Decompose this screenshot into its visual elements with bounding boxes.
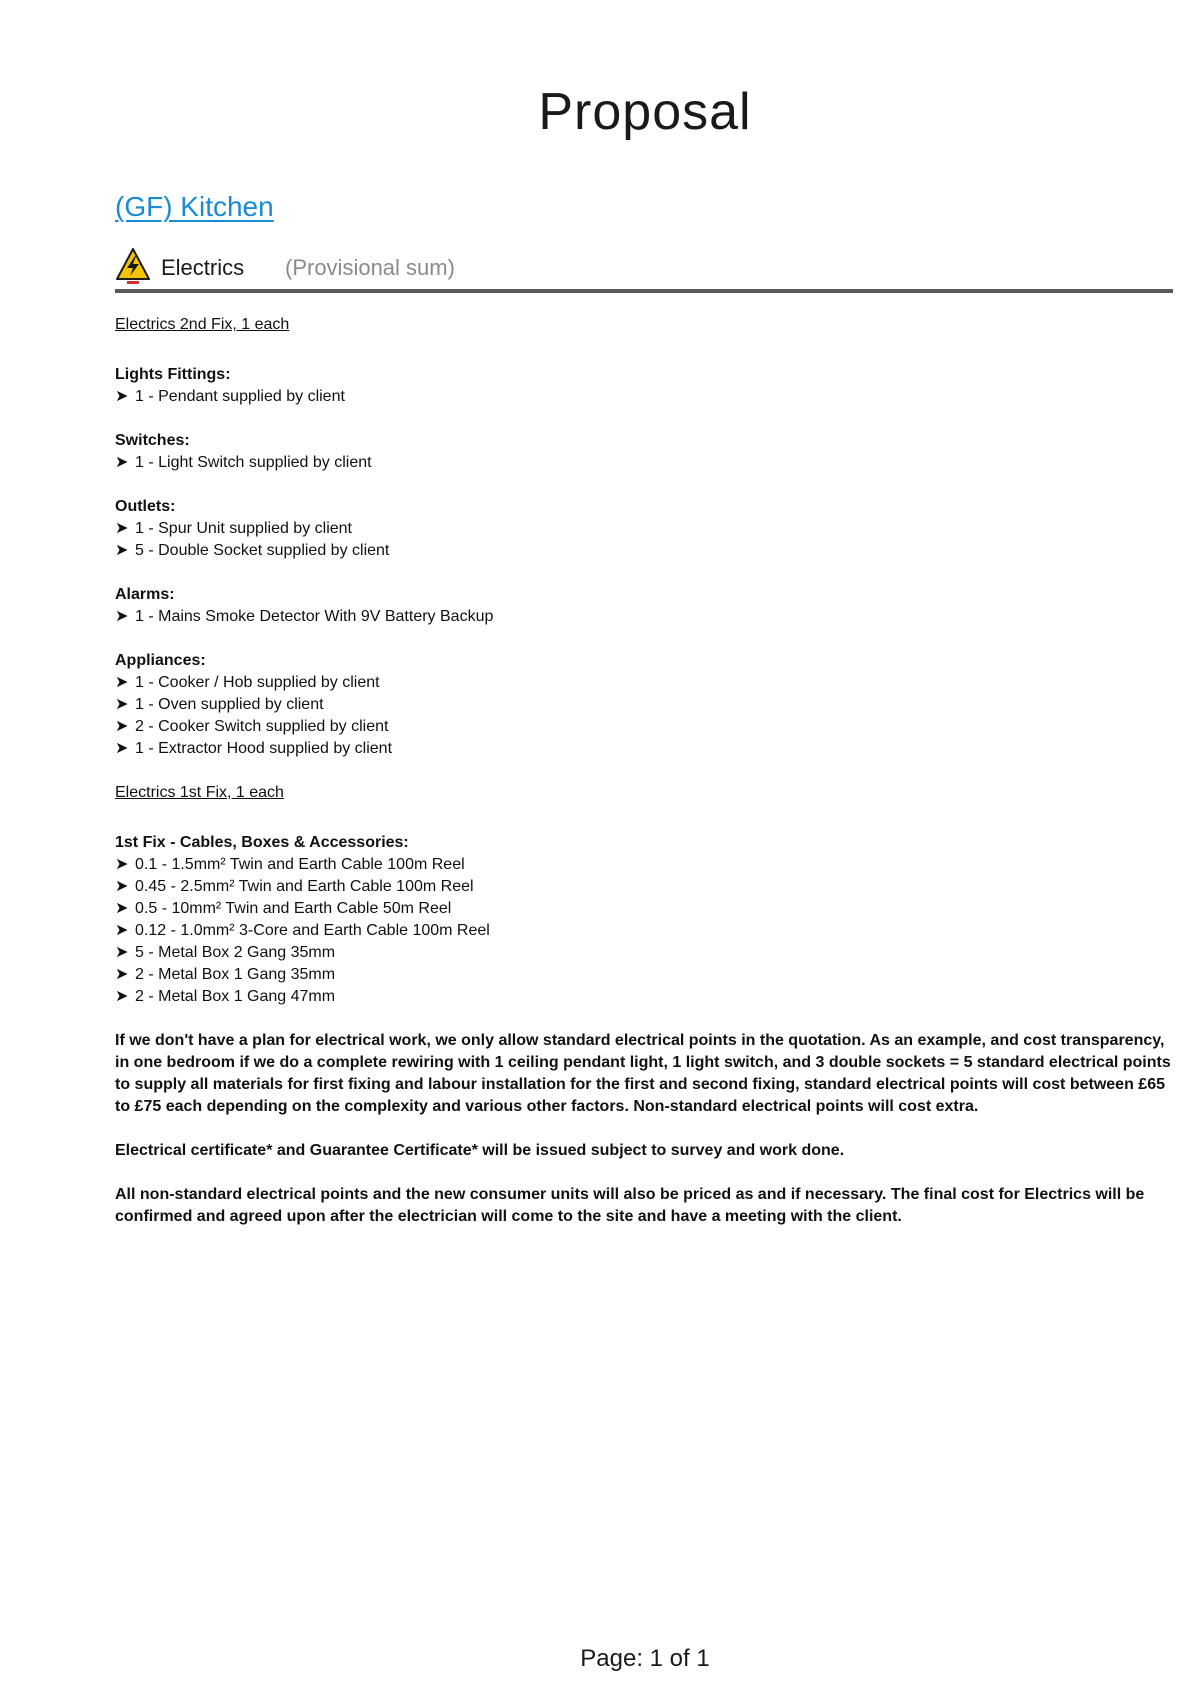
list-item	[115, 920, 1175, 942]
item-text: 2 - Cooker Switch supplied by client	[135, 718, 389, 735]
bullet-arrow-icon: ➤	[115, 608, 129, 625]
category-header	[115, 247, 1173, 293]
document-body	[115, 314, 1175, 1250]
bullet-arrow-icon: ➤	[115, 718, 129, 735]
bullet-arrow-icon: ➤	[115, 878, 129, 895]
bullet-arrow-icon: ➤	[115, 696, 129, 713]
warning-triangle-icon	[115, 247, 151, 287]
bullet-arrow-icon: ➤	[115, 988, 129, 1005]
list-item	[115, 452, 1175, 474]
group-title: Switches:	[115, 432, 190, 449]
bullet-arrow-icon: ➤	[115, 856, 129, 873]
item-text: 5 - Metal Box 2 Gang 35mm	[135, 944, 336, 961]
bullet-arrow-icon: ➤	[115, 542, 129, 559]
second-fix-heading: Electrics 2nd Fix, 1 each	[115, 316, 290, 333]
list-item	[115, 738, 1175, 760]
list-item	[115, 540, 1175, 562]
item-group	[115, 364, 1175, 408]
bullet-arrow-icon: ➤	[115, 674, 129, 691]
item-text: 0.1 - 1.5mm² Twin and Earth Cable 100m Reel	[135, 856, 465, 873]
item-group	[115, 650, 1175, 760]
item-text: 1 - Cooker / Hob supplied by client	[135, 674, 380, 691]
item-text: 1 - Spur Unit supplied by client	[135, 520, 352, 537]
list-item	[115, 672, 1175, 694]
first-fix-heading: Electrics 1st Fix, 1 each	[115, 784, 284, 801]
item-text: 1 - Mains Smoke Detector With 9V Battery Backup	[135, 608, 494, 625]
list-item	[115, 876, 1175, 898]
list-item	[115, 606, 1175, 628]
bullet-arrow-icon: ➤	[115, 388, 129, 405]
list-item	[115, 854, 1175, 876]
group-title: Outlets:	[115, 498, 176, 515]
page-title: Proposal	[538, 83, 752, 141]
item-group	[115, 832, 1175, 1008]
group-title: Alarms:	[115, 586, 175, 603]
list-item	[115, 518, 1175, 540]
list-item	[115, 898, 1175, 920]
list-item	[115, 694, 1175, 716]
section-heading: (GF) Kitchen	[115, 191, 274, 222]
page-number: Page: 1 of 1	[580, 1645, 710, 1672]
bullet-arrow-icon: ➤	[115, 454, 129, 471]
item-text: 1 - Extractor Hood supplied by client	[135, 740, 393, 757]
item-text: 0.12 - 1.0mm² 3-Core and Earth Cable 100m Reel	[135, 922, 490, 939]
list-item	[115, 964, 1175, 986]
item-text: 2 - Metal Box 1 Gang 47mm	[135, 988, 336, 1005]
bullet-arrow-icon: ➤	[115, 740, 129, 757]
list-item	[115, 942, 1175, 964]
bullet-arrow-icon: ➤	[115, 922, 129, 939]
bullet-arrow-icon: ➤	[115, 900, 129, 917]
group-title: 1st Fix - Cables, Boxes & Accessories:	[115, 834, 409, 851]
category-note: (Provisional sum)	[285, 255, 455, 280]
bullet-arrow-icon: ➤	[115, 944, 129, 961]
item-text: 2 - Metal Box 1 Gang 35mm	[135, 966, 336, 983]
item-text: 1 - Oven supplied by client	[135, 696, 324, 713]
bullet-arrow-icon: ➤	[115, 966, 129, 983]
item-text: 1 - Light Switch supplied by client	[135, 454, 372, 471]
note-paragraph: If we don't have a plan for electrical work, we only allow standard electrical points in the quotation. As an example, and cost transparency, in one bedroom if we do a complete rewiring with 1 ceiling pendant light, 1 light switch, and 3 double sockets = 5 standard electrical points to supply all materials for first fixing and labour installation for the first and second fixing, standard electrical points will cost between £65 to £75 each depending on the complexity and various other factors. Non-standard electrical points will cost extra.	[115, 1032, 1171, 1115]
bullet-arrow-icon: ➤	[115, 520, 129, 537]
list-item	[115, 386, 1175, 408]
note-paragraph: All non-standard electrical points and the new consumer units will also be priced as and if necessary. The final cost for Electrics will be confirmed and agreed upon after the electrician will come to the site and have a meeting with the client.	[115, 1186, 1145, 1225]
list-item	[115, 716, 1175, 738]
item-text: 0.45 - 2.5mm² Twin and Earth Cable 100m Reel	[135, 878, 474, 895]
item-text: 5 - Double Socket supplied by client	[135, 542, 390, 559]
item-group	[115, 584, 1175, 628]
list-item	[115, 986, 1175, 1008]
item-text: 1 - Pendant supplied by client	[135, 388, 345, 405]
item-text: 0.5 - 10mm² Twin and Earth Cable 50m Reel	[135, 900, 452, 917]
group-title: Lights Fittings:	[115, 366, 231, 383]
item-group	[115, 430, 1175, 474]
group-title: Appliances:	[115, 652, 206, 669]
item-group	[115, 496, 1175, 562]
note-paragraph: Electrical certificate* and Guarantee Certificate* will be issued subject to survey and work done.	[115, 1142, 845, 1159]
category-name: Electrics	[161, 255, 245, 280]
